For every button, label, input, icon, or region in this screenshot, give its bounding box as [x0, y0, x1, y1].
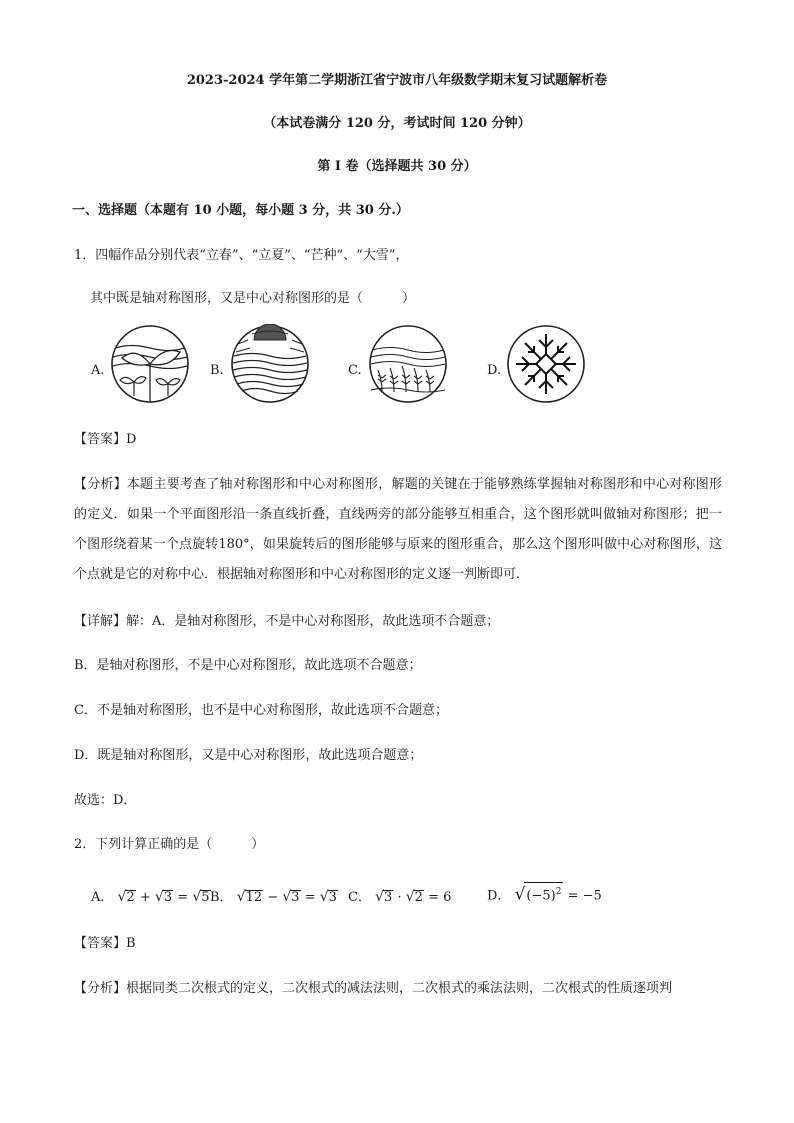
part-heading: 一、选择题（本题有 10 小题，每小题 3 分，共 30 分.）: [72, 203, 409, 218]
q2-c-radicand-1: 3: [384, 890, 393, 905]
q2-a-operator: +: [139, 890, 151, 905]
q2-c-operator: ·: [397, 890, 402, 905]
q2-option-d-label: D．: [487, 888, 511, 904]
q1-stem-line1: 1．四幅作品分别代表“立春”、“立夏”、“芒种”、“大雪”，: [74, 248, 409, 263]
q1-detail-1: 【详解】解：A．是轴对称图形，不是中心对称图形，故此选项不合题意；: [74, 614, 500, 629]
section-heading: 第 I 卷（选择题共 30 分）: [317, 159, 477, 174]
q1-option-c-label: C.: [348, 363, 362, 378]
q2-b-radicand-1: 12: [245, 890, 263, 905]
q1-option-d-label: D.: [487, 363, 502, 378]
q2-c-equals: = 6: [428, 890, 452, 905]
q2-d-exponent: 2: [555, 887, 562, 897]
q2-analysis: 【分析】根据同类二次根式的定义，二次根式的减法法则，二次根式的乘法法则，二次根式的性质逐项判: [74, 981, 673, 996]
q2-option-a: A． √2 + √3 = √5: [91, 889, 210, 905]
document-title: 2023-2024 学年第二学期浙江省宁波市八年级数学期末复习试题解析卷: [186, 73, 608, 88]
q2-a-radicand-1: 2: [126, 890, 135, 905]
q2-d-inner: (−5): [526, 888, 556, 904]
q1-option-b-label: B.: [210, 363, 224, 378]
q2-option-b-label: B．: [210, 890, 233, 905]
q1-conclusion: 故选：D．: [74, 793, 137, 808]
q2-stem: 2．下列计算正确的是（ ）: [74, 837, 265, 852]
q1-detail-4: D．既是轴对称图形，又是中心对称图形，故此选项合题意；: [74, 748, 423, 763]
q2-option-c: C． √3 · √2 = 6: [348, 889, 452, 905]
q2-b-operator: −: [267, 890, 279, 905]
q2-answer: 【答案】B: [74, 936, 136, 951]
q1-detail-2: B．是轴对称图形，不是中心对称图形，故此选项不合题意；: [74, 658, 422, 673]
q2-a-radicand-3: 5: [201, 890, 210, 905]
q1-answer: 【答案】D: [74, 432, 137, 447]
q2-b-radicand-2: 3: [291, 890, 300, 905]
q2-a-radicand-2: 3: [163, 890, 173, 905]
q2-b-equals: =: [304, 890, 316, 905]
q2-option-b: B． √12 − √3 = √3: [210, 889, 337, 905]
q1-stem-line2: 其中既是轴对称图形，又是中心对称图形的是（ ）: [90, 291, 416, 306]
q1-detail-3: C．不是轴对称图形，也不是中心对称图形，故此选项不合题意；: [74, 703, 448, 718]
q2-d-equals: = −5: [567, 888, 602, 904]
q2-option-c-label: C．: [348, 890, 371, 905]
wheat-circle-icon: [368, 324, 448, 404]
document-subtitle: （本试卷满分 120 分，考试时间 120 分钟）: [263, 116, 531, 131]
q1-analysis: 【分析】本题主要考查了轴对称图形和中心对称图形，解题的关键在于能够熟练掌握轴对称图形和中心对称图形的定义．如果一个平面图形沿一条直线折叠，直线两旁的部分能够互相重合，这个图形就叫做轴对称图形；把一个图形绕着某一个点旋转180°，如果旋转后的图形能够与原来的图形重合，那么这个图形叫做中心对称图形，这个点就是它的对称中心．根据轴对称图形和中心对称图形的定义逐一判断即可．: [74, 477, 722, 582]
q2-option-a-label: A．: [91, 890, 114, 905]
sun-waves-circle-icon: [230, 324, 310, 404]
sprout-circle-icon: [110, 324, 190, 404]
snowflake-circle-icon: [506, 324, 586, 404]
q2-option-d: D． $√(-5)^2 = -5$: [487, 882, 602, 904]
q2-a-equals: =: [177, 890, 189, 905]
q2-c-radicand-2: 2: [414, 890, 423, 905]
q1-option-a-label: A.: [91, 363, 105, 378]
q2-b-radicand-3: 3: [328, 890, 337, 905]
